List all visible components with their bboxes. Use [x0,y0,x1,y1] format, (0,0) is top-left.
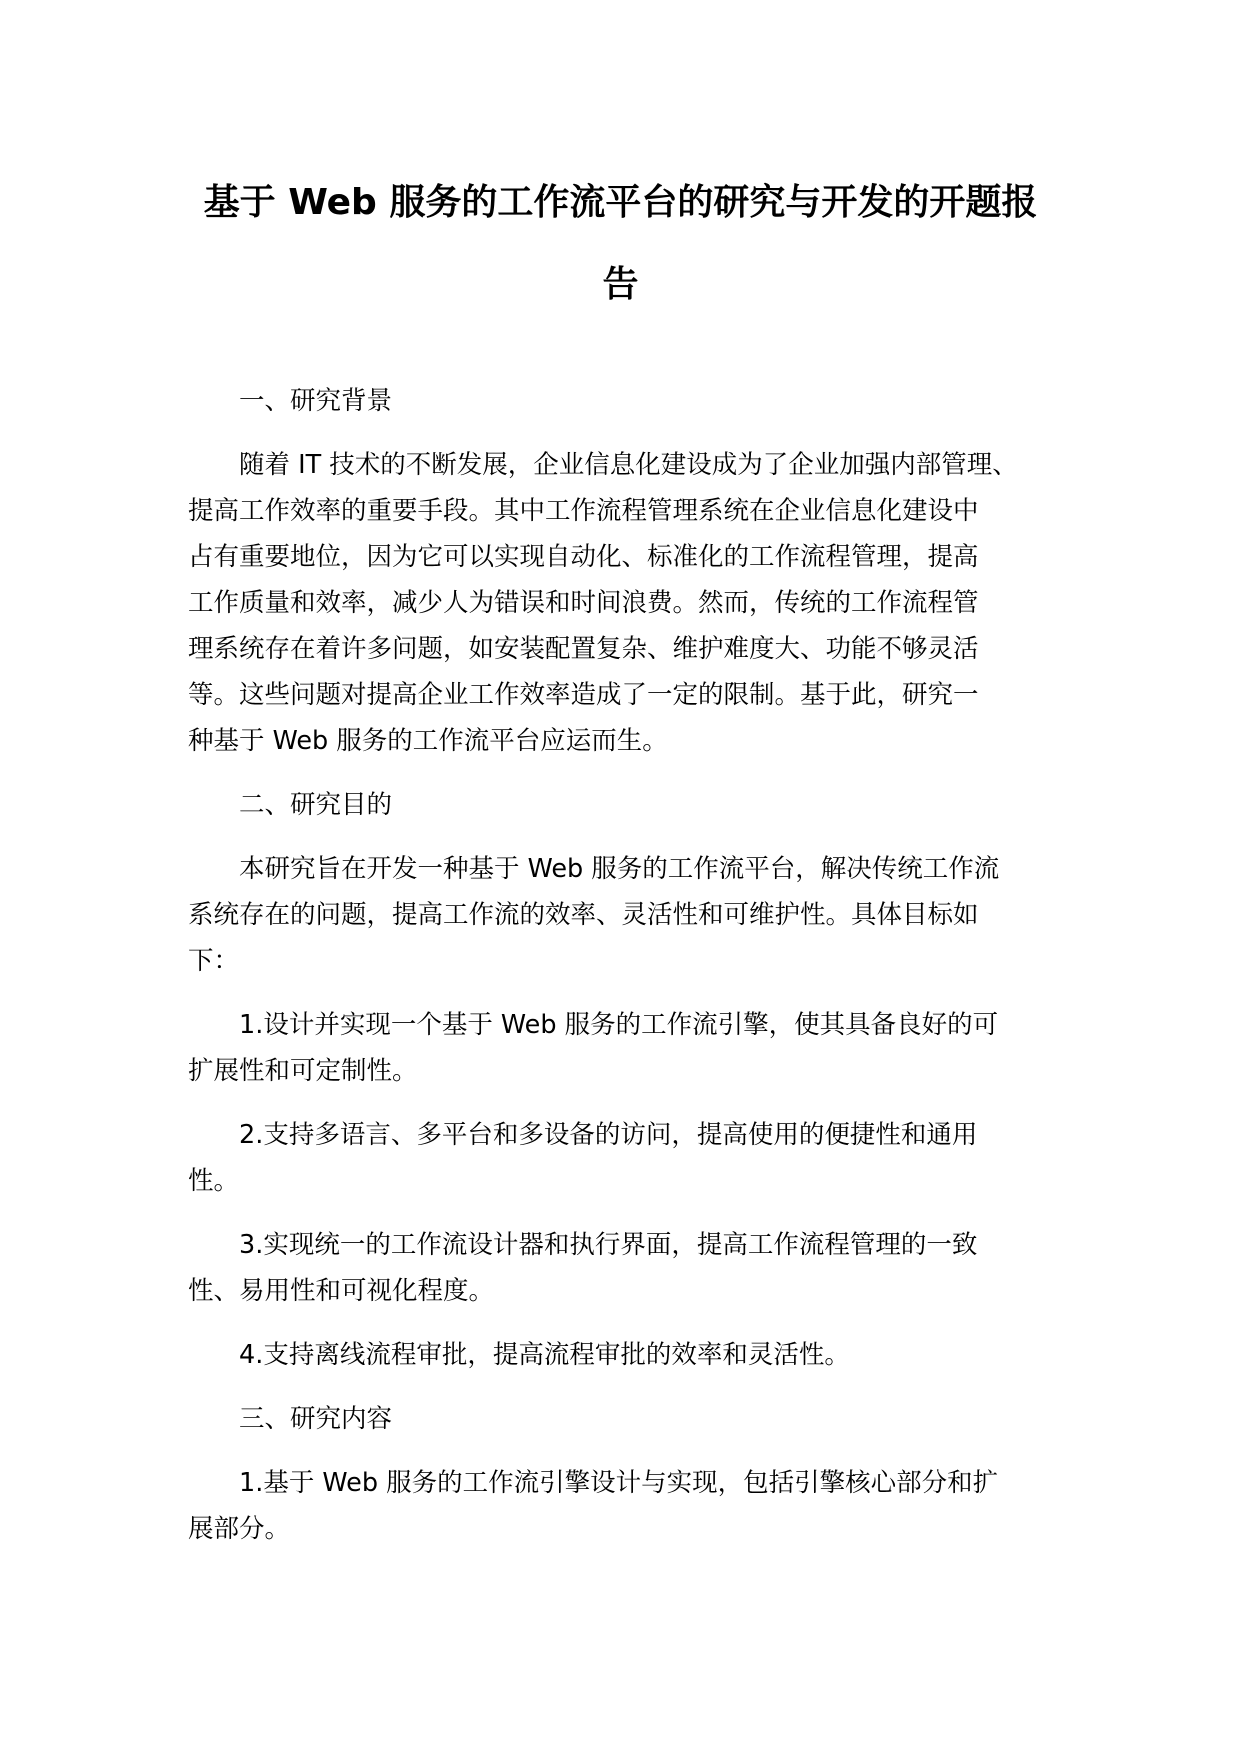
text-line: 占有重要地位，因为它可以实现自动化、标准化的工作流程管理，提高 [188,542,979,572]
text-line: 1.基于 Web 服务的工作流引擎设计与实现，包括引擎核心部分和扩 [239,1468,999,1498]
text-line: 扩展性和可定制性。 [188,1056,418,1086]
text-line: 种基于 Web 服务的工作流平台应运而生。 [188,726,668,756]
text-line: 性、易用性和可视化程度。 [188,1276,495,1306]
text-line: 本研究旨在开发一种基于 Web 服务的工作流平台，解决传统工作流 [239,854,1000,884]
paragraph-background [188,442,1048,764]
document-title-line-1: 基于 Web 服务的工作流平台的研究与开发的开题报 [203,182,1038,223]
text-line: 等。这些问题对提高企业工作效率造成了一定的限制。基于此，研究一 [188,680,979,710]
text-line: 下： [188,946,240,976]
text-line: 提高工作效率的重要手段。其中工作流程管理系统在企业信息化建设中 [188,496,979,526]
text-line: 3.实现统一的工作流设计器和执行界面，提高工作流程管理的一致 [239,1230,978,1260]
section-heading-background: 一、研究背景 [239,386,393,416]
text-line: 2.支持多语言、多平台和多设备的访问，提高使用的便捷性和通用 [239,1120,978,1150]
paragraph-goal-1 [188,1002,1048,1094]
text-line: 4.支持离线流程审批，提高流程审批的效率和灵活性。 [239,1340,850,1370]
text-line: 系统存在的问题，提高工作流的效率、灵活性和可维护性。具体目标如 [188,900,979,930]
text-line: 展部分。 [188,1514,291,1544]
section-heading-purpose: 二、研究目的 [239,790,393,820]
paragraph-goal-4 [188,1332,1048,1378]
text-line: 理系统存在着许多问题，如安装配置复杂、维护难度大、功能不够灵活 [188,634,979,664]
paragraph-goal-3 [188,1222,1048,1314]
document-title-line-2: 告 [602,264,639,305]
section-heading-content: 三、研究内容 [239,1404,393,1434]
document-body [188,378,1048,1570]
text-line: 性。 [188,1166,240,1196]
paragraph-purpose [188,846,1048,984]
text-line: 随着 IT 技术的不断发展，企业信息化建设成为了企业加强内部管理、 [239,450,1018,480]
paragraph-goal-2 [188,1112,1048,1204]
paragraph-content-1 [188,1460,1048,1552]
text-line: 工作质量和效率，减少人为错误和时间浪费。然而，传统的工作流程管 [188,588,979,618]
text-line: 1.设计并实现一个基于 Web 服务的工作流引擎，使其具备良好的可 [239,1010,999,1040]
